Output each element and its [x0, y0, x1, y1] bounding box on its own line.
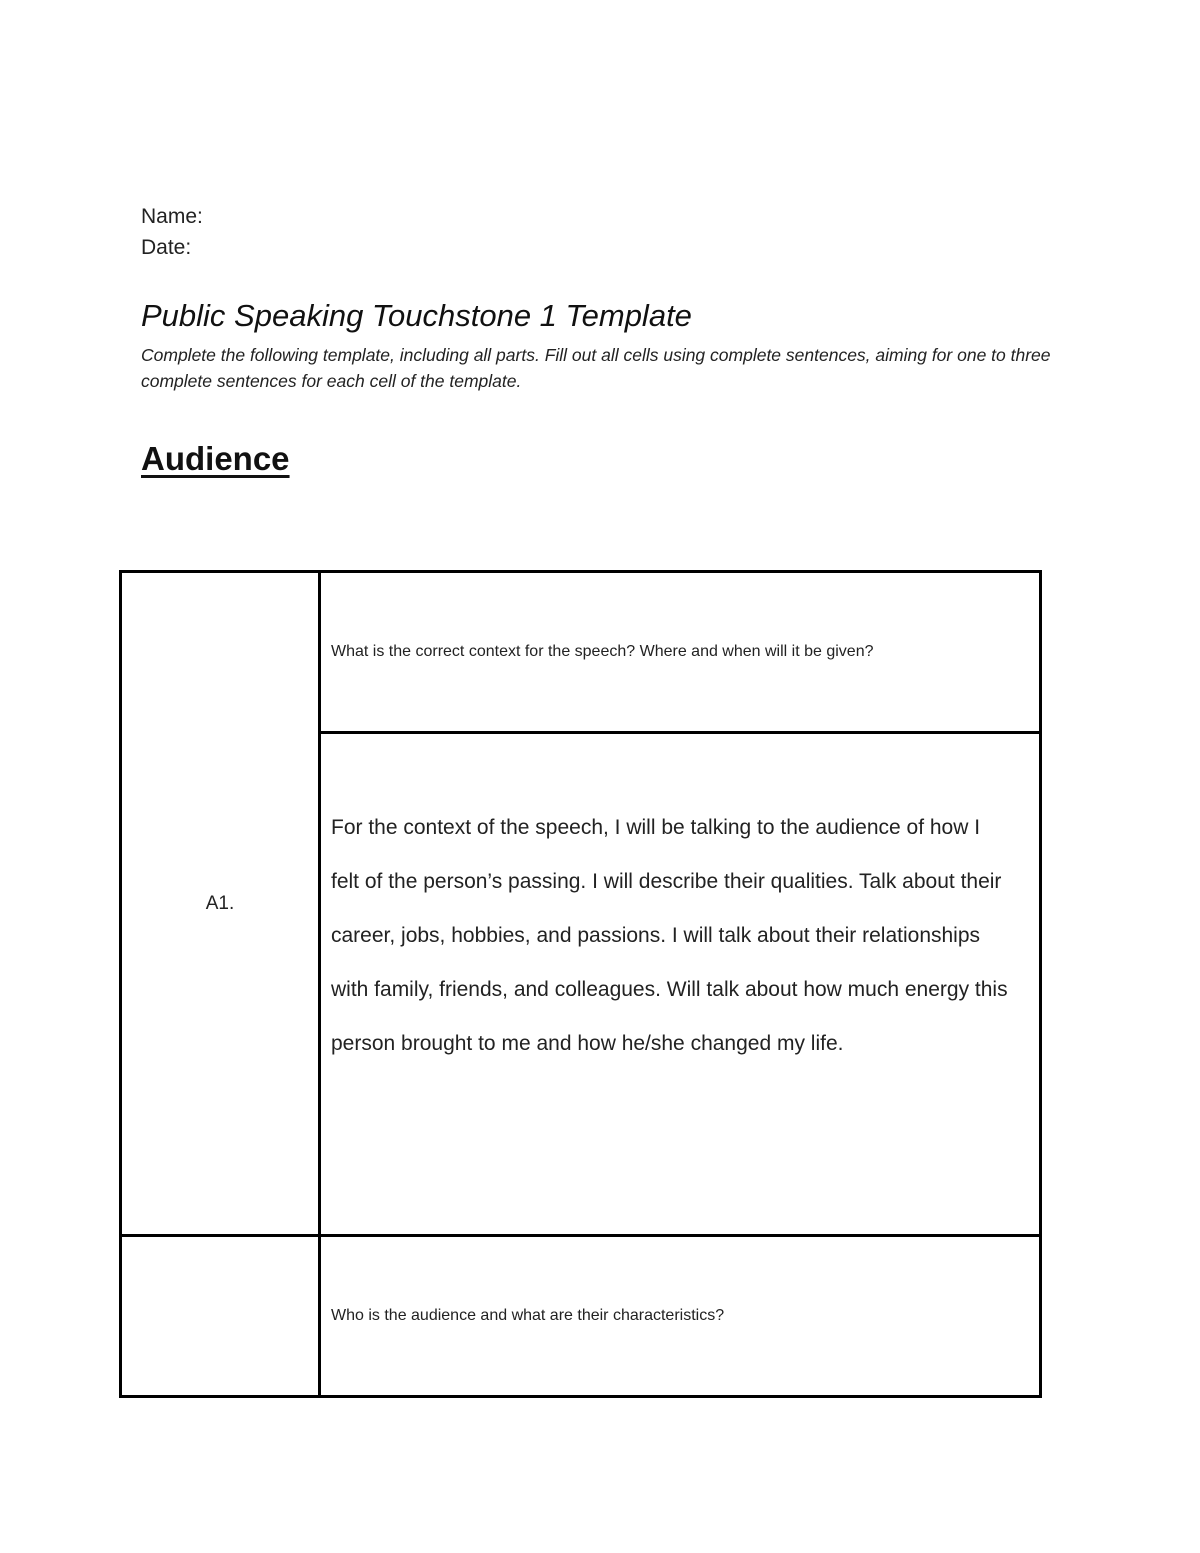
row-id-cell: [121, 572, 320, 1236]
row-id-cell: [121, 1236, 320, 1397]
question-text: Who is the audience and what are their characteristics?: [331, 1307, 725, 1324]
answer-cell[interactable]: [320, 733, 1041, 1236]
section-heading-audience: Audience: [141, 440, 290, 477]
question-cell: [320, 1236, 1041, 1397]
answer-text: For the context of the speech, I will be talking to the audience of how I felt of the person’s passing. I will describe their qualities. Talk about their career, jobs, hobbies, and passions. I will talk about their relationships with family, friends, and colleagues. Will talk about how much energy this person brought to me and how he/she changed my life.: [331, 816, 1008, 1055]
name-label: Name:: [141, 205, 203, 228]
audience-table: [119, 570, 1042, 1398]
row-id-label: A1.: [205, 892, 235, 914]
table-row: [121, 1236, 1041, 1397]
instructions-text: Complete the following template, including all parts. Fill out all cells using complete sentences, aiming for one to three complete sentences for each cell of the template.: [141, 345, 1051, 391]
table-row: [121, 572, 1041, 733]
question-cell: [320, 572, 1041, 733]
question-text: What is the correct context for the speech? Where and when will it be given?: [331, 643, 874, 660]
date-label: Date:: [141, 236, 192, 259]
document-title: Public Speaking Touchstone 1 Template: [141, 298, 692, 333]
